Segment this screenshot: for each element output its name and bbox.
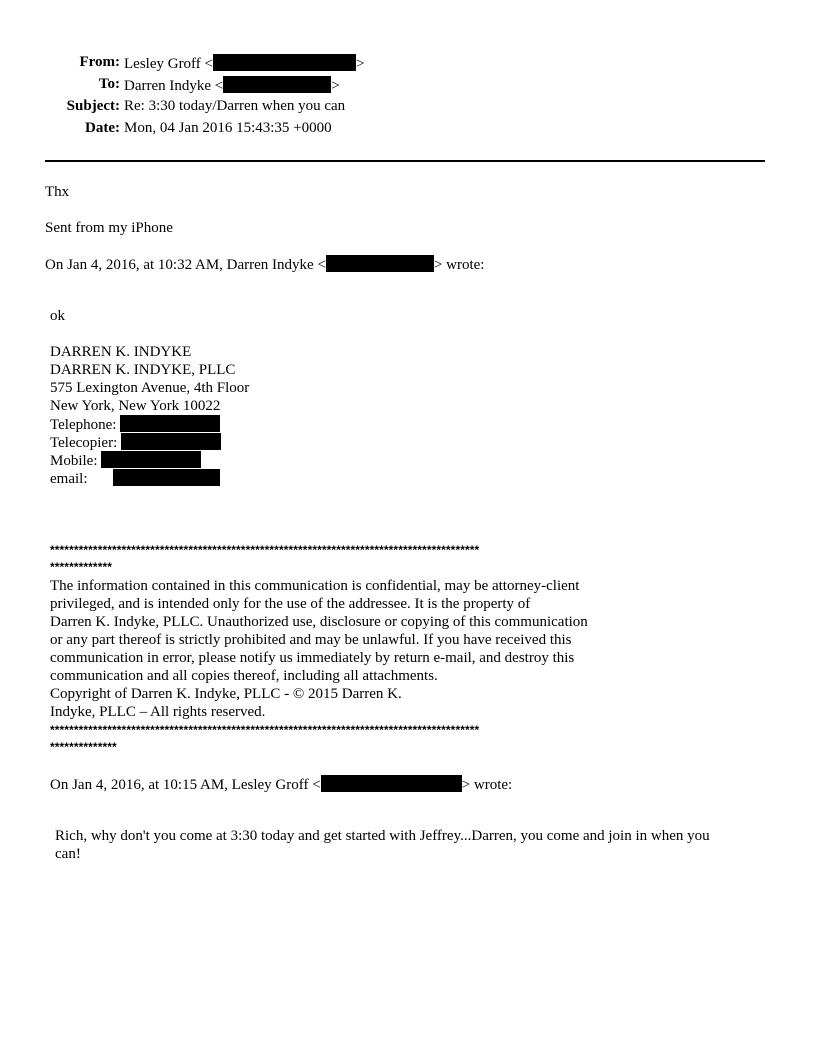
header-date-row: [0, 120, 700, 138]
mobile-label: Mobile:: [50, 453, 98, 469]
sig-mobile: [50, 451, 201, 470]
header-from-row: [0, 54, 700, 72]
redaction-box: [213, 54, 356, 71]
disclaimer-line: Indyke, PLLC – All rights reserved.: [50, 704, 266, 720]
disclaimer-line: or any part thereof is strictly prohibited and may be unlawful. If you have received this: [50, 632, 572, 648]
telecopier-label: Telecopier:: [50, 435, 118, 451]
to-close: >: [331, 78, 340, 94]
redaction-box: [120, 415, 220, 432]
quote-intro-2-prefix: On Jan 4, 2016, at 10:15 AM, Lesley Groff <: [50, 777, 321, 793]
redaction-box: [113, 469, 220, 486]
to-value: [124, 76, 340, 95]
quote-intro-1-prefix: On Jan 4, 2016, at 10:32 AM, Darren Indyke <: [45, 257, 326, 273]
from-close: >: [356, 56, 365, 72]
telephone-label: Telephone:: [50, 417, 117, 433]
stars-divider-top: ******************************************************************************************: [50, 543, 480, 557]
redaction-box: [321, 775, 462, 792]
header-divider: [45, 160, 765, 162]
disclaimer-line: communication in error, please notify us immediately by return e-mail, and destroy this: [50, 650, 575, 666]
sig-telecopier: [50, 433, 221, 452]
header-to-row: [0, 76, 700, 94]
stars-divider-top-cont: *************: [50, 560, 113, 574]
disclaimer-line: The information contained in this communication is confidential, may be attorney-client: [50, 578, 580, 594]
disclaimer-line: Darren K. Indyke, PLLC. Unauthorized use, disclosure or copying of this communication: [50, 614, 588, 630]
sig-firm: DARREN K. INDYKE, PLLC: [50, 362, 236, 378]
stars-divider-bottom-cont: **************: [50, 740, 117, 754]
stars-divider-bottom: ******************************************************************************************: [50, 723, 480, 737]
quote-intro-1: [45, 255, 484, 274]
quote-intro-1-suffix: > wrote:: [433, 257, 485, 273]
sig-telephone: [50, 415, 220, 434]
from-label: From:: [79, 54, 120, 70]
quote-intro-2: [50, 775, 512, 794]
disclaimer-line: communication and all copies thereof, including all attachments.: [50, 668, 438, 684]
redaction-box: [101, 451, 201, 468]
redaction-box: [326, 255, 434, 272]
reply-body: Thx: [45, 184, 70, 200]
from-name: Lesley Groff <: [124, 56, 213, 72]
quote-intro-2-suffix: > wrote:: [461, 777, 513, 793]
sig-name: DARREN K. INDYKE: [50, 344, 192, 360]
from-value: [124, 54, 364, 73]
date-label: Date:: [85, 120, 120, 136]
email-label: email:: [50, 471, 88, 487]
subject-label: Subject:: [66, 98, 120, 114]
header-subject-row: [0, 98, 700, 116]
disclaimer-line: privileged, and is intended only for the use of the addressee. It is the property of: [50, 596, 531, 612]
quoted1-body: ok: [50, 308, 65, 324]
quoted2-body-line1: Rich, why don't you come at 3:30 today and get started with Jeffrey...Darren, you come and join in when you: [55, 828, 710, 844]
sig-email: [50, 469, 220, 488]
to-name: Darren Indyke <: [124, 78, 224, 94]
subject-value: Re: 3:30 today/Darren when you can: [124, 98, 346, 114]
date-value: Mon, 04 Jan 2016 15:43:35 +0000: [124, 120, 332, 136]
sig-city: New York, New York 10022: [50, 398, 221, 414]
reply-signature: Sent from my iPhone: [45, 220, 173, 236]
disclaimer-line: Copyright of Darren K. Indyke, PLLC - © 2015 Darren K.: [50, 686, 402, 702]
quoted2-body-line2: can!: [55, 846, 81, 862]
redaction-box: [223, 76, 331, 93]
to-label: To:: [98, 76, 120, 92]
redaction-box: [121, 433, 221, 450]
sig-address: 575 Lexington Avenue, 4th Floor: [50, 380, 250, 396]
